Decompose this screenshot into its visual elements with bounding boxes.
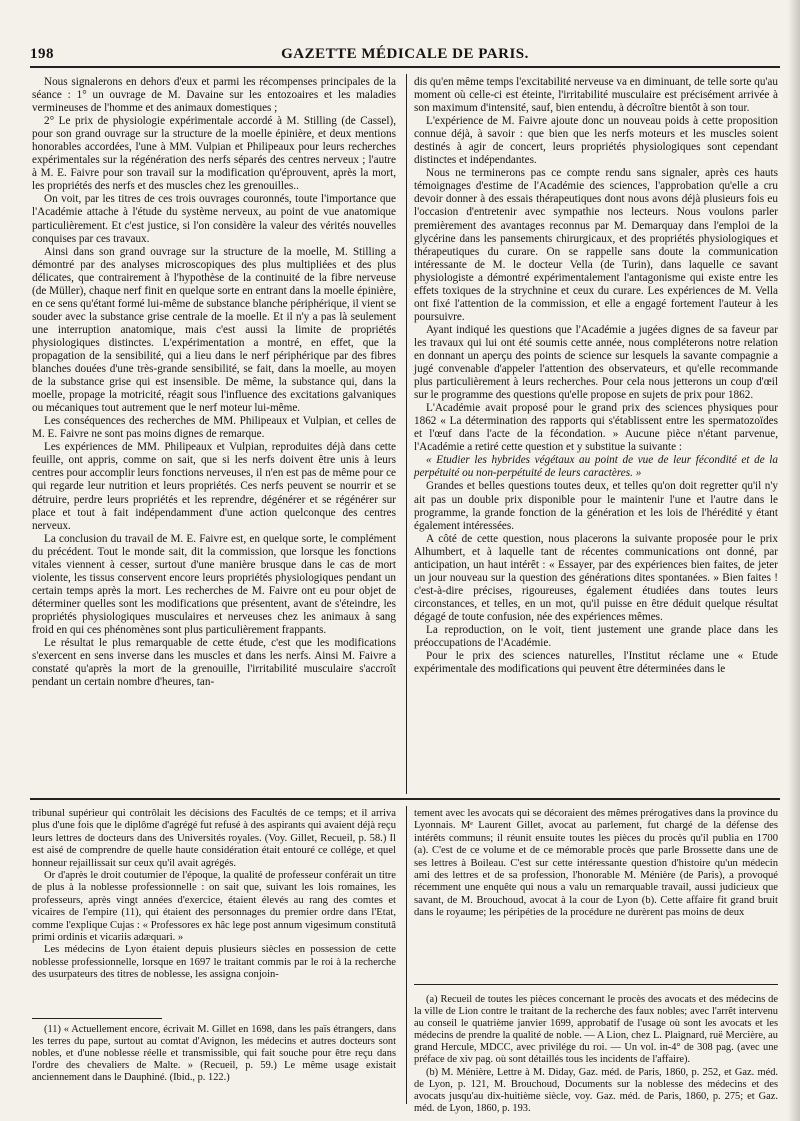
reference-note: (b) M. Ménière, Lettre à M. Diday, Gaz. méd. de Paris, 1860, p. 252, et Gaz. méd. de Lyon, p. 121, M. Brouchoud, Documents sur la noblesse des médecins et des avocats jusqu'au dix-huitième siècle, voy. Gaz. méd. de Paris, 1860, p. 275; et Gaz. méd. de Lyon, 1860, p. 193. xyxy=(414,1067,778,1114)
lower-right-column xyxy=(414,808,778,968)
paragraph: La conclusion du travail de M. E. Faivre est, en quelque sorte, le complément du précédent. Tout le monde sait, dit la commission, que lorsque les fonctions vitales viennent à cesser, surtout d'une manière brusque dans le cas de mort violente, les tissus conservent encore leurs propriétés physiologiques pendant un certain temps après la mort. Les recherches de M. Faivre ont eu pour objet de déterminer quelles sont les modifications que présentent, avant de s'éteindre, les propriétés physiologiques musculaires et nerveuses chez les animaux à sang froid en qui ces phénomènes sont plus particulièrement frappants. xyxy=(32,532,396,636)
running-header xyxy=(30,46,780,66)
paragraph: 2° Le prix de physiologie expérimentale accordé à M. Stilling (de Cassel), pour son grand ouvrage sur la structure de la moelle épinière, et deux mentions honorables accordées, l'une à MM. Vulpian et Philipeaux pour leurs recherches expérimentales sur la régénération des nerfs séparés des centres nerveux ; l'autre à M. E. Faivre pour son travail sur la modification qu'éprouvent, après la mort, les propriétés des nerfs et des muscles chez les grenouilles.. xyxy=(32,115,396,193)
paragraph: L'Académie avait proposé pour le grand prix des sciences physiques pour 1862 « La détermination des rapports qui s'établissent entre les spermatozoïdes et l'œuf dans l'acte de la fécondation. » Aucune pièce n'étant parvenue, l'Académie a retiré cette question et y substitue la suivante : xyxy=(414,402,778,454)
references-rule xyxy=(414,984,778,985)
quoted-question: « Etudier les hybrides végétaux au point de vue de leur fécondité et de la perpétuité ou non-perpétuité de leurs caractères. » xyxy=(414,454,778,480)
header-rule xyxy=(30,66,780,68)
paragraph: Ayant indiqué les questions que l'Académie a jugées dignes de sa faveur par les travaux qui lui ont été soumis cette année, nous compléterons notre relation en donnant un aperçu des points de science sur lesquels la savante compagnie a jugé convenable d'appeler l'attention des observateurs, et qu'elle recommande plus particulièrement à leurs recherches. Pour cela nous jetterons un coup d'œil sur le programme des questions qu'elle propose en sujets de prix pour 1862. xyxy=(414,323,778,402)
paragraph: Le résultat le plus remarquable de cette étude, c'est que les modifications s'exercent en sens inverse dans les muscles et dans les nerfs. Ainsi M. Faivre a constaté qu'après la mort de la grenouille, l'irritabilité musculaire s'accroît pendant un certain nombre d'heures, tan- xyxy=(32,637,396,689)
paragraph: L'expérience de M. Faivre ajoute donc un nouveau poids à cette proposition connue déjà, à savoir : que bien que les nerfs moteurs et les muscles soient destinés à agir de concert, leurs propriétés physiologiques sont cependant distinctes et indépendantes. xyxy=(414,115,778,167)
paragraph: On voit, par les titres de ces trois ouvrages couronnés, toute l'importance que l'Académie attache à l'étude du système nerveux, au point de vue anatomique particulièrement. Et c'est justice, si l'on considère la valeur des vérités nouvelles conquises par ces travaux. xyxy=(32,193,396,245)
section-rule xyxy=(30,798,780,800)
paragraph: Les expériences de MM. Philipeaux et Vulpian, reproduites déjà dans cette feuille, ont appris, comme on sait, que si les nerfs doivent être unis à leurs centres pour accomplir leurs fonctions nerveuses, il n'en est pas de même pour ce qui regarde leur nutrition et leurs propriétés. Ces nerfs peuvent se nourrir et se détruire, perdre leurs propriétés et les reprendre, dégénérer et se régénérer sur place et tout à fait indépendamment d'une action quelconque des centres nerveux. xyxy=(32,441,396,532)
page-edge-shadow xyxy=(788,0,800,1121)
paragraph: tribunal supérieur qui contrôlait les décisions des Facultés de ce temps; et il arriva plus d'une fois que le diplôme d'agrégé fut refusé à des aspirants qui avaient déjà reçu leurs lettres de docteurs dans des Universités royales. (Voy. Gillet, Recueil, p. 58.) Il est aisé de comprendre de quelle haute considération était entouré ce collége, et quel honneur rejaillissait sur ceux qu'il avait agrégés. xyxy=(32,808,396,869)
column-divider-upper xyxy=(406,74,407,794)
running-title: GAZETTE MÉDICALE DE PARIS. xyxy=(281,46,529,62)
paragraph: Les médecins de Lyon étaient depuis plusieurs siècles en possession de cette noblesse professionnelle, lorsque en 1697 le traitant commis par le roi à la recherche des usurpateurs des titres de noblesse, les assigna conjoin- xyxy=(32,944,396,981)
reference-note: (a) Recueil de toutes les pièces concernant le procès des avocats et des médecins de la ville de Lion contre le traitant de la recherche des faux nobles; avec l'arrêt intervenu au conseil le quatrième janvier 1699, approbatif de l'usage où sont les avocats et les médecins de prendre la qualité de noble. — A Lion, chez L. Plaignard, ruë Mercière, au grand Hercule, MDCC, avec privilége du roi. — Un vol. in-4° de 308 pag. (avec une préface de xiv pag. où sont détaillés tous les incidents de l'affaire). xyxy=(414,994,778,1065)
paragraph: La reproduction, on le voit, tient justement une grande place dans les préoccupations de l'Académie. xyxy=(414,623,778,650)
column-divider-lower xyxy=(406,806,407,1104)
paragraph: dis qu'en même temps l'excitabilité nerveuse va en diminuant, de telle sorte qu'au moment où celle-ci est éteinte, l'irritabilité musculaire est précisément arrivée à son maximum d'intensité, sauf, bien entendu, à décroître bientôt à son tour. xyxy=(414,76,778,115)
paragraph: A côté de cette question, nous placerons la suivante proposée pour le prix Alhumbert, et à laquelle tant de récentes communications ont donné, par anticipation, un haut intérêt : « Essayer, par des expériences bien faites, de jeter un jour nouveau sur la question des générations dites spontanées. » Bien faites ! c'est-à-dire précises, rigoureuses, également étudiées dans toutes leurs circonstances, et telles, en un mot, qu'il puisse en être déduit quelque résultat dégagé de toute confusion, née des expériences mêmes. xyxy=(414,532,778,623)
upper-right-column xyxy=(414,76,778,794)
paragraph: Pour le prix des sciences naturelles, l'Institut réclame une « Etude expérimentale des modifications qui peuvent être déterminées dans le xyxy=(414,650,778,676)
paragraph: Les conséquences des recherches de MM. Philipeaux et Vulpian, et celles de M. E. Faivre ne sont pas moins dignes de remarque. xyxy=(32,415,396,441)
footnote: (11) « Actuellement encore, écrivait M. Gillet en 1698, dans les païs étrangers, dans les terres du pape, surtout au comtat d'Avignon, les médecins et autres docteurs sont nobles, et d'une noblesse réelle et transmissible, qui fait souche pour être reçu dans l'ordre des chevaliers de Malte. » (Recueil, p. 59.) Le même usage existait anciennement dans le Dauphiné. (Ibid., p. 122.) xyxy=(32,1024,396,1083)
footnote-rule xyxy=(32,1018,162,1019)
lower-right-references xyxy=(414,994,778,1114)
paragraph: Or d'après le droit coutumier de l'époque, la qualité de professeur conférait un titre de plus à la noblesse professionnelle : on sait que, suivant les lois romaines, les professeurs, après vingt années d'exercice, étaient élevés au rang des comtes et vicaires de l'empire (11), qui étaient des personnages du premier ordre dans l'Etat, comme l'explique Cujas : « Professores ex hâc lege post annum vigesimum constitutâ primi ordinis et vicariis adæquari. » xyxy=(32,870,396,944)
lower-left-column xyxy=(32,808,396,1010)
paragraph: Nous ne terminerons pas ce compte rendu sans signaler, après ces hauts témoignages d'estime de l'Académie des sciences, l'approbation qu'elle a cru devoir donner à des essais thérapeutiques dont nous avons déjà plusieurs fois eu l'occasion d'entretenir avec sympathie nos lecteurs. Nous voulons parler premièrement des avantages reconnus par M. Demarquay dans l'emploi de la glycérine dans les pansements chirurgicaux, et des propriétés physiologiques et thérapeutiques du curare. On se rappelle sans doute la communication intéressante de M. le docteur Vella (de Turin), dans laquelle ce savant physiologiste a démontré expérimentalement l'antagonisme qui existe entre les effets toxiques de la strychnine et ceux du curare. Les expériences de M. Vella ont fixé l'attention de la commission, et elle a engagé fortement l'auteur à les poursuivre. xyxy=(414,167,778,323)
paragraph: Grandes et belles questions toutes deux, et telles qu'on doit regretter qu'il n'y ait pas un double prix disponible pour le maintenir l'une et l'autre dans le programme, la grande fonction de la génération et les lois de l'hérédité y étant également intéressées. xyxy=(414,480,778,532)
lower-left-footnote xyxy=(32,1024,396,1106)
page-number: 198 xyxy=(30,46,54,62)
paragraph: Nous signalerons en dehors d'eux et parmi les récompenses principales de la séance : 1° un ouvrage de M. Davaine sur les entozoaires et les maladies vermineuses de l'homme et des animaux domestiques ; xyxy=(32,76,396,115)
paragraph: tement avec les avocats qui se décoraient des mêmes prérogatives dans la province du Lyonnais. Mᵉ Laurent Gillet, avocat au parlement, fut chargé de la défense des intérêts communs; il réunit ensuite toutes les pièces du procès qu'il publia en 1700 (a). C'est de ce volume et de ce mémorable procès que parle Brossette dans une de ses lettres à Boileau. C'est sur cette intéressante question d'histoire qu'un médecin ami des lettres et de sa profession, l'honorable M. Ménière (de Paris), a provoqué récemment une enquête qui nous a valu un remarquable travail, aussi judicieux que savant, de M. Brouchoud, avocat à la cour de Lyon (b). Cette affaire fit grand bruit dans le royaume; les péripéties de la procédure ne durèrent pas moins de deux xyxy=(414,808,778,919)
upper-left-column xyxy=(32,76,396,794)
paragraph: Ainsi dans son grand ouvrage sur la structure de la moelle, M. Stilling a démontré par des analyses microscopiques des plus multipliées et des plus délicates, que contrairement à l'hypothèse de la continuité de la fibre nerveuse (de Müller), chaque nerf finit en quelque sorte en entrant dans la moelle épinière, en ce sens qu'étant formé lui-même de substance blanche périphérique, il vient se souder avec la substance grise centrale de la moelle. Et il n'y a pas là seulement une interruption anatomique, mais c'est aussi la limite de propriétés physiologiques distinctes. L'expérimentation a montré, en effet, que la propagation de la sensibilité, qui a lieu dans le nerf périphérique par des fibres blanches douées d'une très-grande sensibilité, se fait, dans la moelle, au moyen de la substance grise qui est insensible. De même, la substance qui, dans la moelle, propage la motricité, réagit sous l'influence des excitations galvaniques ou mécaniques tout autrement que le nerf moteur lui-même. xyxy=(32,245,396,415)
